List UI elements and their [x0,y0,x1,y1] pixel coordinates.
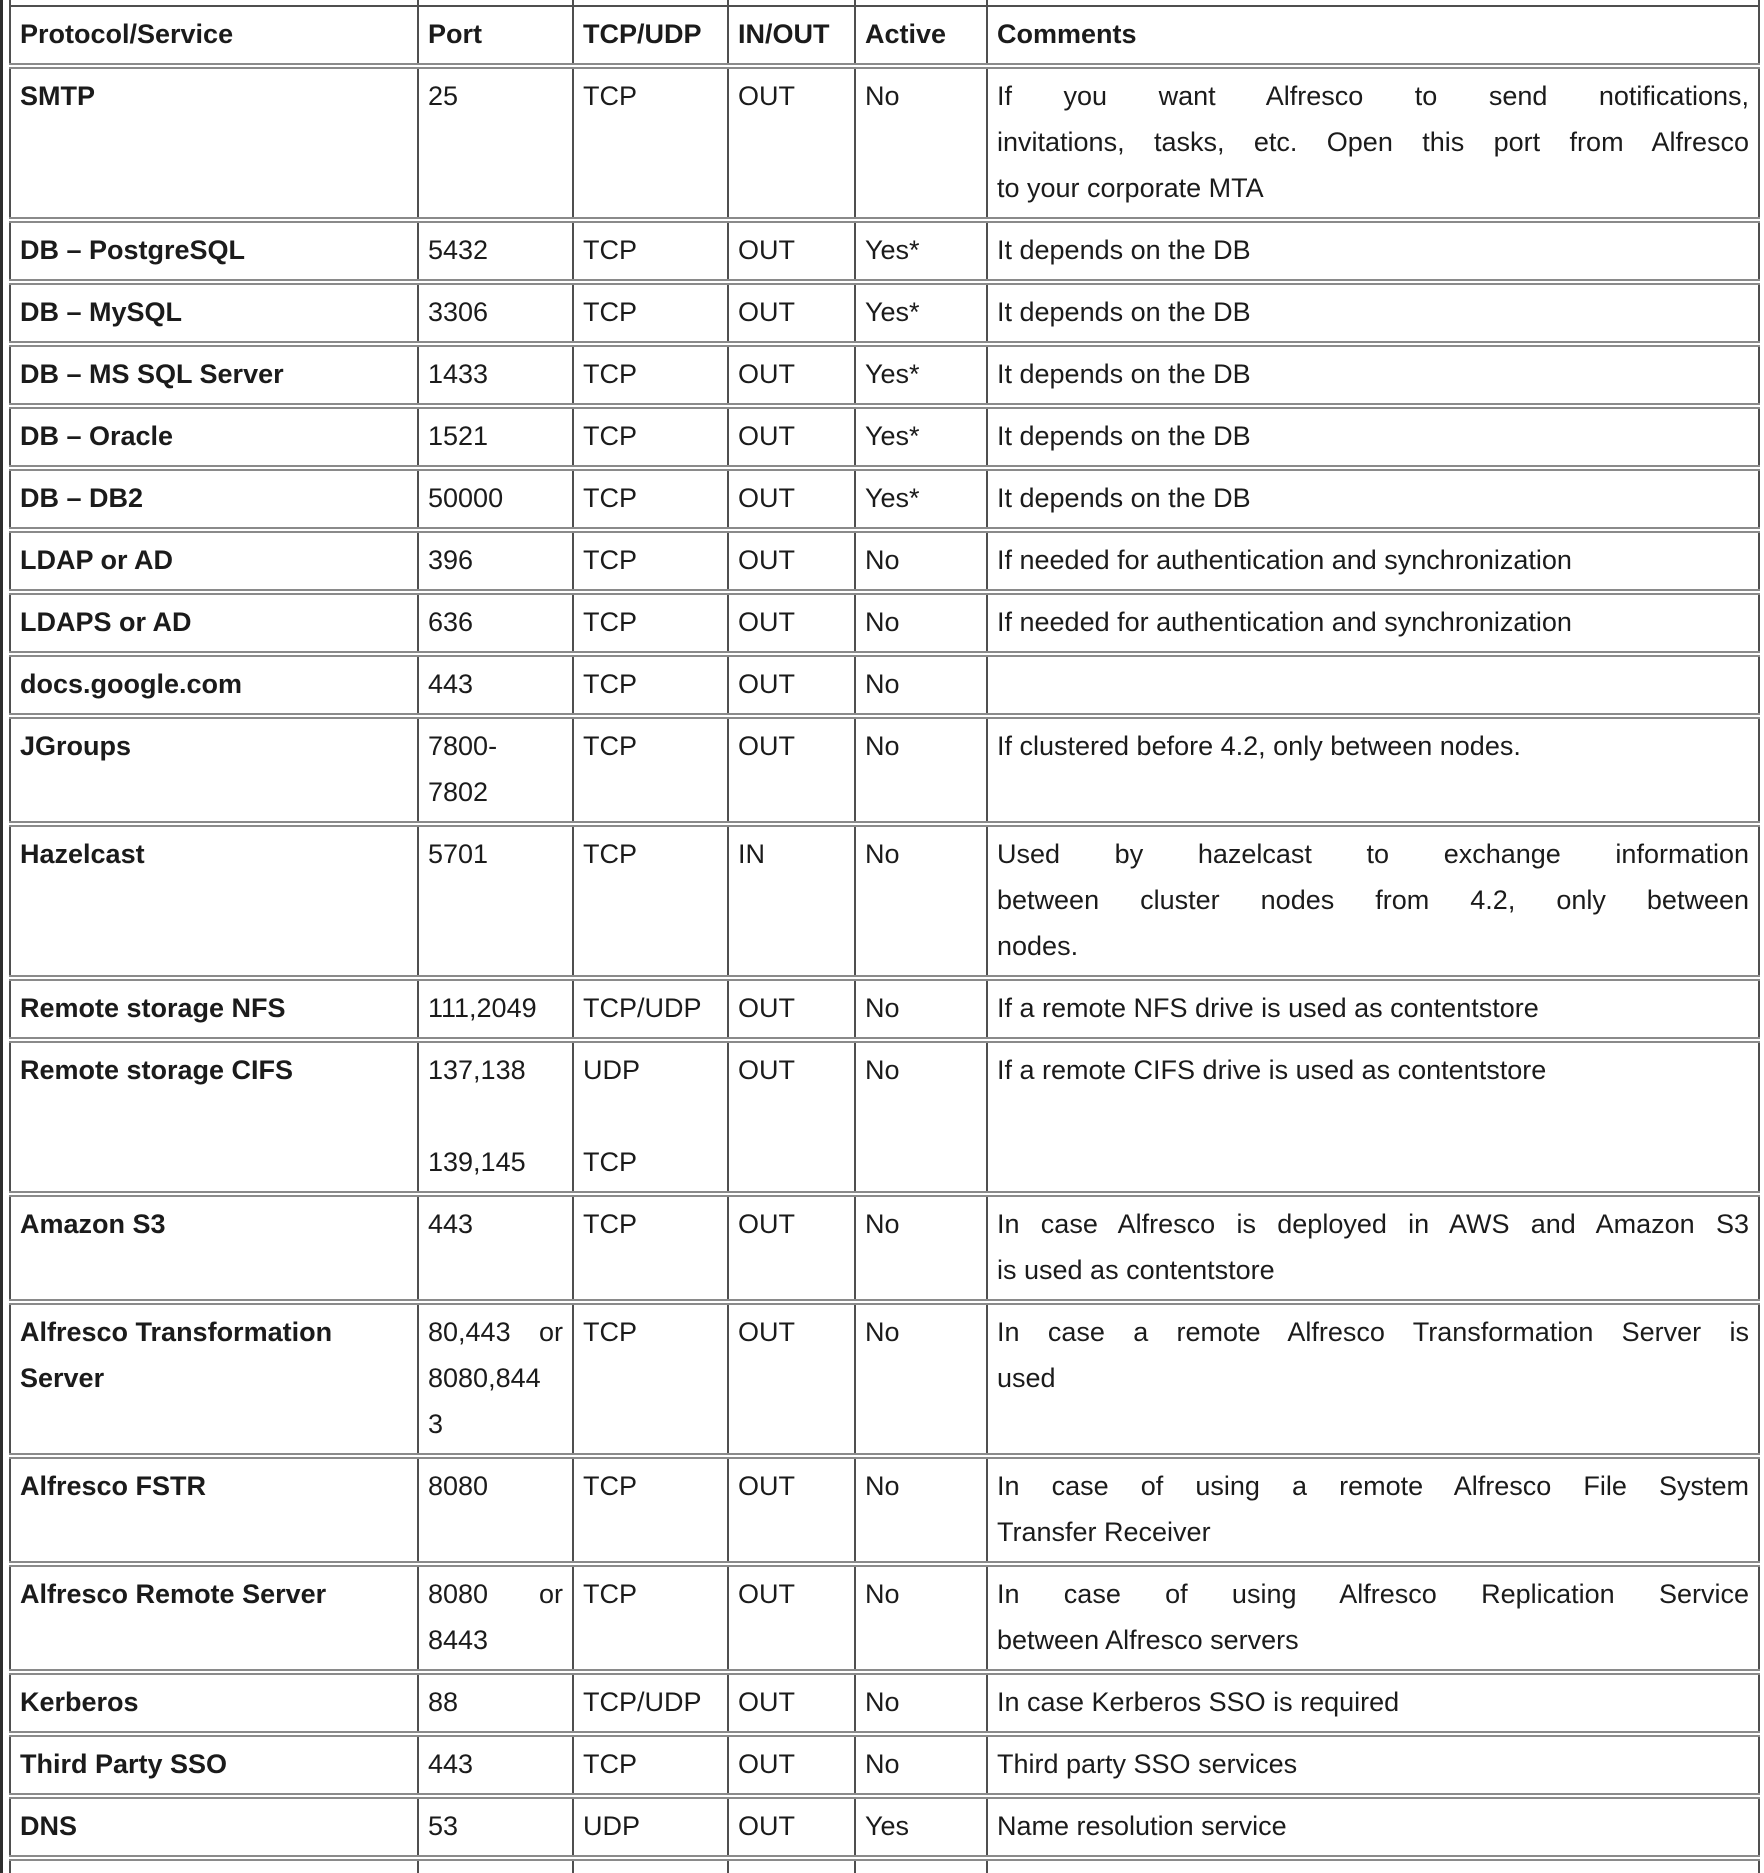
table-row [10,344,1759,406]
cell-comments: If needed for authentication and synchronization [987,592,1759,654]
cell-comments: If clustered before 4.2, only between nodes. [987,716,1759,824]
cell-comments: It depends on the DB [987,220,1759,282]
cell-port: 3306 [418,282,573,344]
cell-comments: Third party SSO services [987,1734,1759,1796]
cell-port: 1433 [418,344,573,406]
cell-in-out: OUT [728,592,855,654]
ports-table [9,0,1760,1873]
cell-active: No [855,824,987,978]
cell-active: No [855,1302,987,1456]
cell-tcp-udp: TCP/UDP [573,978,728,1040]
cell-tcp-udp: TCP [573,406,728,468]
header-protocol-service: Protocol/Service [10,6,418,66]
cell-in-out: OUT [728,344,855,406]
cropped-row-stub-bottom [10,1858,1759,1873]
cell-in-out: OUT [728,978,855,1040]
cell-comments: In case Alfresco is deployed in AWS and Amazon S3 is used as contentstore [987,1194,1759,1302]
cell-in-out: IN [728,824,855,978]
table-row [10,716,1759,824]
table-header [10,0,1759,66]
cell-active: No [855,716,987,824]
cell-protocol-service: DB – PostgreSQL [10,220,418,282]
table-row [10,1302,1759,1456]
stub-cell [418,1858,573,1873]
cell-active: No [855,592,987,654]
cell-active: No [855,654,987,716]
cell-comments: In case of using Alfresco Replication Service between Alfresco servers [987,1564,1759,1672]
cell-comments: Used by hazelcast to exchange information between cluster nodes from 4.2, only between nodes. [987,824,1759,978]
cell-protocol-service: DB – Oracle [10,406,418,468]
cell-protocol-service: LDAP or AD [10,530,418,592]
table-row [10,1564,1759,1672]
cell-protocol-service: Kerberos [10,1672,418,1734]
cell-protocol-service: DB – DB2 [10,468,418,530]
cell-tcp-udp: TCP/UDP [573,1672,728,1734]
cell-protocol-service: Alfresco FSTR [10,1456,418,1564]
cell-protocol-service: SMTP [10,66,418,220]
cell-tcp-udp: TCP [573,530,728,592]
cell-in-out: OUT [728,220,855,282]
cell-tcp-udp: TCP [573,1564,728,1672]
cell-active: Yes [855,1796,987,1858]
cell-tcp-udp: TCP [573,1456,728,1564]
table-row [10,978,1759,1040]
cell-active: Yes* [855,344,987,406]
cell-active: Yes* [855,468,987,530]
cell-port: 636 [418,592,573,654]
cell-port: 80,443 or 8080,844 3 [418,1302,573,1456]
cell-active: No [855,1194,987,1302]
cell-tcp-udp: TCP [573,1302,728,1456]
cell-in-out: OUT [728,406,855,468]
cell-tcp-udp: TCP [573,66,728,220]
cell-active: No [855,1040,987,1194]
cell-protocol-service: DB – MS SQL Server [10,344,418,406]
table-row [10,1456,1759,1564]
cell-in-out: OUT [728,654,855,716]
cell-comments: It depends on the DB [987,406,1759,468]
cell-active: No [855,978,987,1040]
cell-port: 7800- 7802 [418,716,573,824]
cell-port: 50000 [418,468,573,530]
header-in-out: IN/OUT [728,6,855,66]
cell-tcp-udp: TCP [573,282,728,344]
stub-cell [10,1858,418,1873]
cell-active: Yes* [855,220,987,282]
cell-in-out: OUT [728,1040,855,1194]
cell-active: Yes* [855,282,987,344]
cell-active: No [855,530,987,592]
cell-in-out: OUT [728,1672,855,1734]
cell-protocol-service: LDAPS or AD [10,592,418,654]
header-tcp-udp: TCP/UDP [573,6,728,66]
cell-comments [987,654,1759,716]
cell-comments: If you want Alfresco to send notifications, invitations, tasks, etc. Open this port from Alfresco to your corporate MTA [987,66,1759,220]
cell-active: No [855,1456,987,1564]
cell-comments: If needed for authentication and synchronization [987,530,1759,592]
cell-protocol-service: DNS [10,1796,418,1858]
cell-in-out: OUT [728,282,855,344]
table-row [10,66,1759,220]
table-row [10,282,1759,344]
cell-in-out: OUT [728,1194,855,1302]
cell-comments: Name resolution service [987,1796,1759,1858]
cell-tcp-udp: UDP TCP [573,1040,728,1194]
table-row [10,824,1759,978]
table-row [10,1194,1759,1302]
table-row [10,1734,1759,1796]
cell-active: No [855,1672,987,1734]
cell-port: 1521 [418,406,573,468]
cell-port: 137,138 139,145 [418,1040,573,1194]
cell-in-out: OUT [728,1302,855,1456]
cell-tcp-udp: TCP [573,220,728,282]
cell-protocol-service: DB – MySQL [10,282,418,344]
cell-comments: In case a remote Alfresco Transformation Server is used [987,1302,1759,1456]
table-row [10,592,1759,654]
cell-comments: In case of using a remote Alfresco File System Transfer Receiver [987,1456,1759,1564]
cell-tcp-udp: TCP [573,344,728,406]
cell-port: 88 [418,1672,573,1734]
cell-comments: If a remote CIFS drive is used as contentstore [987,1040,1759,1194]
cell-tcp-udp: TCP [573,1194,728,1302]
table-row [10,654,1759,716]
table-row [10,530,1759,592]
header-row [10,6,1759,66]
cell-port: 8080 [418,1456,573,1564]
cell-active: Yes* [855,406,987,468]
cell-tcp-udp: TCP [573,468,728,530]
cell-comments: If a remote NFS drive is used as contentstore [987,978,1759,1040]
cell-protocol-service: Third Party SSO [10,1734,418,1796]
table-row [10,1672,1759,1734]
stub-cell [573,1858,728,1873]
cell-tcp-udp: TCP [573,716,728,824]
cell-tcp-udp: UDP [573,1796,728,1858]
cell-protocol-service: Alfresco Remote Server [10,1564,418,1672]
stub-cell [987,1858,1759,1873]
cell-comments: In case Kerberos SSO is required [987,1672,1759,1734]
cell-tcp-udp: TCP [573,1734,728,1796]
table-row [10,220,1759,282]
cell-protocol-service: Hazelcast [10,824,418,978]
header-comments: Comments [987,6,1759,66]
cell-protocol-service: Remote storage NFS [10,978,418,1040]
cell-comments: It depends on the DB [987,468,1759,530]
cell-protocol-service: Alfresco Transformation Server [10,1302,418,1456]
cell-in-out: OUT [728,66,855,220]
cell-in-out: OUT [728,1734,855,1796]
cell-port: 396 [418,530,573,592]
cell-comments: It depends on the DB [987,344,1759,406]
cell-protocol-service: docs.google.com [10,654,418,716]
cell-port: 8080 or 8443 [418,1564,573,1672]
cell-port: 25 [418,66,573,220]
cell-port: 5701 [418,824,573,978]
stub-cell [728,1858,855,1873]
cell-in-out: OUT [728,1796,855,1858]
cell-protocol-service: Remote storage CIFS [10,1040,418,1194]
cell-port: 111,2049 [418,978,573,1040]
table-row [10,1040,1759,1194]
cell-port: 5432 [418,220,573,282]
cell-port: 53 [418,1796,573,1858]
cell-active: No [855,66,987,220]
cell-in-out: OUT [728,1564,855,1672]
table-body [10,66,1759,1858]
cell-in-out: OUT [728,1456,855,1564]
cell-tcp-udp: TCP [573,824,728,978]
cell-tcp-udp: TCP [573,654,728,716]
table-row [10,406,1759,468]
table-row [10,468,1759,530]
cell-port: 443 [418,1194,573,1302]
header-port: Port [418,6,573,66]
cell-port: 443 [418,1734,573,1796]
cell-protocol-service: JGroups [10,716,418,824]
cell-in-out: OUT [728,716,855,824]
cell-comments: It depends on the DB [987,282,1759,344]
cell-port: 443 [418,654,573,716]
table-row [10,1796,1759,1858]
cell-in-out: OUT [728,468,855,530]
stub-cell [855,1858,987,1873]
cell-tcp-udp: TCP [573,592,728,654]
cell-active: No [855,1564,987,1672]
cell-active: No [855,1734,987,1796]
header-active: Active [855,6,987,66]
cell-in-out: OUT [728,530,855,592]
cell-protocol-service: Amazon S3 [10,1194,418,1302]
